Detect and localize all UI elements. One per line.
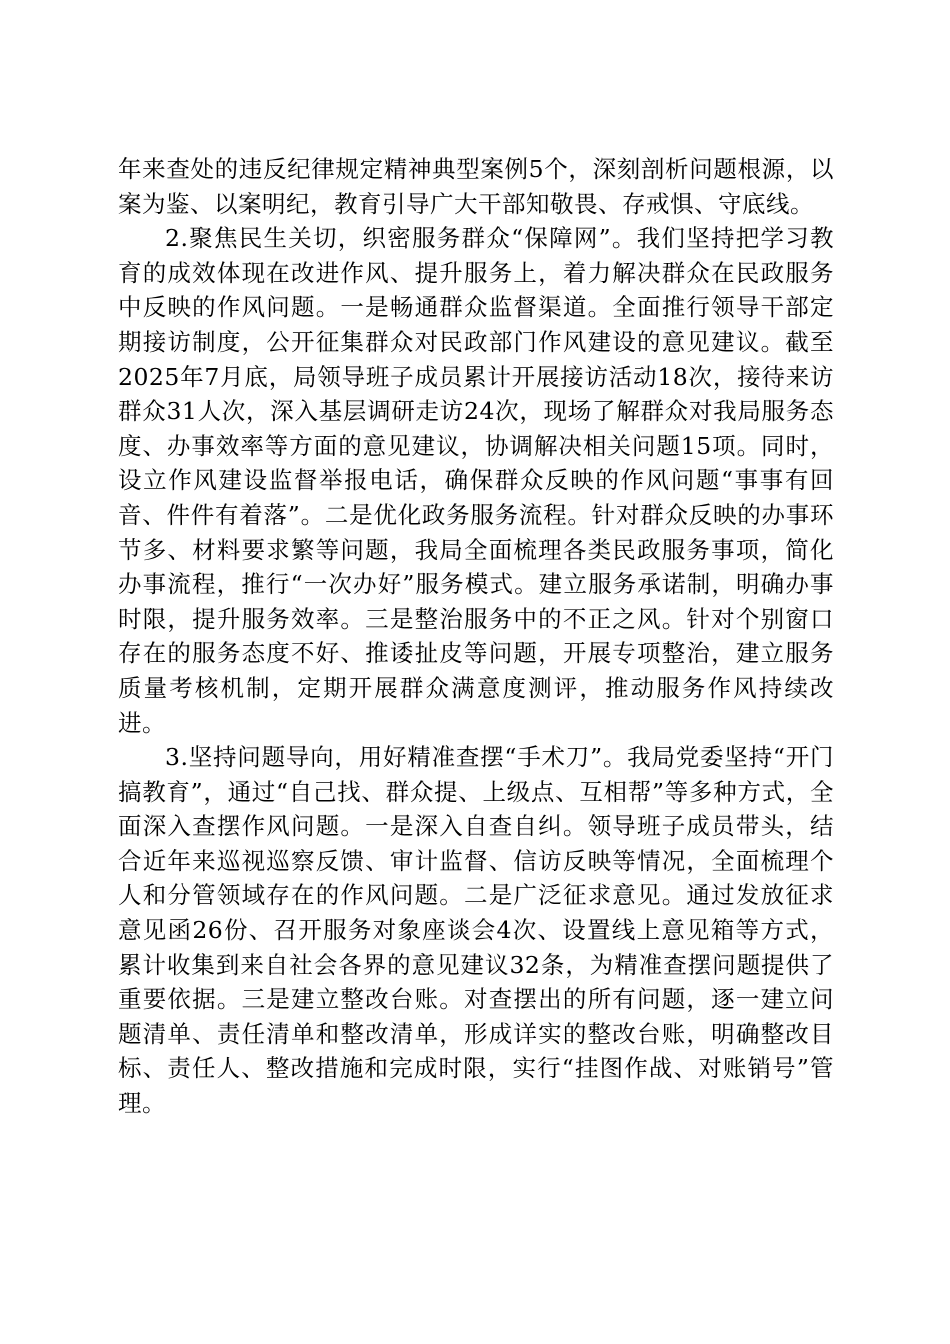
paragraph-3-problem-oriented: 3.坚持问题导向，用好精准查摆“手术刀”。我局党委坚持“开门搞教育”，通过“自己找、群众提、上级点、互相帮”等多种方式，全面深入查摆作风问题。一是深入自查自纠。领导班子成员带头，结合近年来巡视巡察反馈、审计监督、信访反映等情况，全面梳理个人和分管领域存在的作风问题。二是广泛征求意见。通过发放征求意见函26份、召开服务对象座谈会4次、设置线上意见箱等方式，累计收集到来自社会各界的意见建议32条，为精准查摆问题提供了重要依据。三是建立整改台账。对查摆出的所有问题，逐一建立问题清单、责任清单和整改清单，形成详实的整改台账，明确整改目标、责任人、整改措施和完成时限，实行“挂图作战、对账销号”管理。 <box>118 743 834 1118</box>
paragraph-continuation: 年来查处的违反纪律规定精神典型案例5个，深刻剖析问题根源，以案为鉴、以案明纪，教育引导广大干部知敬畏、存戒惧、守底线。 <box>118 155 834 218</box>
document-page <box>118 152 834 1121</box>
paragraph-2-service-network: 2.聚焦民生关切，织密服务群众“保障网”。我们坚持把学习教育的成效体现在改进作风、提升服务上，着力解决群众在民政服务中反映的作风问题。一是畅通群众监督渠道。全面推行领导干部定期接访制度，公开征集群众对民政部门作风建设的意见建议。截至2025年7月底，局领导班子成员累计开展接访活动18次，接待来访群众31人次，深入基层调研走访24次，现场了解群众对我局服务态度、办事效率等方面的意见建议，协调解决相关问题15项。同时，设立作风建设监督举报电话，确保群众反映的作风问题“事事有回音、件件有着落”。二是优化政务服务流程。针对群众反映的办事环节多、材料要求繁等问题，我局全面梳理各类民政服务事项，简化办事流程，推行“一次办好”服务模式。建立服务承诺制，明确办事时限，提升服务效率。三是整治服务中的不正之风。针对个别窗口存在的服务态度不好、推诿扯皮等问题，开展专项整治，建立服务质量考核机制，定期开展群众满意度测评，推动服务作风持续改进。 <box>118 224 834 737</box>
